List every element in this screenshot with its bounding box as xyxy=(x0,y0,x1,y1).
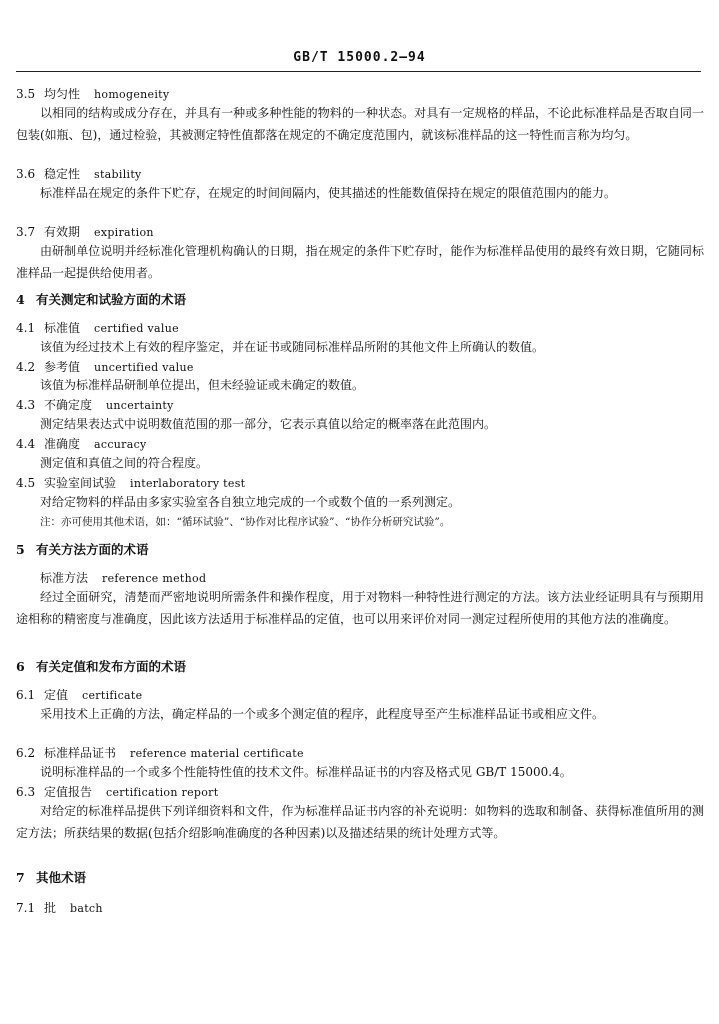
definition-3-6: 标准样品在规定的条件下贮存，在规定的时间间隔内，使其描述的性能数值保持在规定的限值范围内的能力。 xyxy=(40,186,617,200)
section-number: 4 xyxy=(16,292,25,307)
term-number: 3.5 xyxy=(16,87,36,101)
definition-6-2: 说明标准样品的一个或多个性能特性值的技术文件。标准样品证书的内容及格式见 GB/T 15000.4。 xyxy=(40,765,572,779)
term-number: 6.2 xyxy=(16,746,36,760)
term-zh: 准确度 xyxy=(44,437,81,451)
term-number: 3.7 xyxy=(16,225,36,239)
term-zh: 有效期 xyxy=(44,225,81,239)
section-4-heading xyxy=(16,292,704,308)
term-zh: 稳定性 xyxy=(44,167,81,181)
term-number: 7.1 xyxy=(16,901,36,915)
term-en: batch xyxy=(70,902,103,915)
term-en: uncertified value xyxy=(94,361,194,374)
term-zh: 标准值 xyxy=(44,321,81,335)
term-en: certified value xyxy=(94,322,179,335)
definition-4-2: 该值为标准样品研制单位提出，但未经验证或未确定的数值。 xyxy=(40,378,365,392)
term-en: uncertainty xyxy=(106,399,174,412)
section-6-heading xyxy=(16,659,704,675)
note-4-5: 注：亦可使用其他术语，如：“循环试验”、“协作对比程序试验”、“协作分析研究试验”。 xyxy=(40,516,451,528)
term-number: 4.4 xyxy=(16,437,36,451)
definition-4-5: 对给定物料的样品由多家实验室各自独立地完成的一个或数个值的一系列测定。 xyxy=(40,495,461,509)
section-7-heading xyxy=(16,870,704,886)
term-zh: 实验室间试验 xyxy=(44,476,117,490)
header-rule xyxy=(16,71,701,72)
term-number: 4.2 xyxy=(16,360,36,374)
term-6-2 xyxy=(16,745,704,762)
term-en: reference material certificate xyxy=(130,747,304,760)
term-zh: 均匀性 xyxy=(44,87,81,101)
section-title: 有关定值和发布方面的术语 xyxy=(36,659,187,674)
term-3-7 xyxy=(16,224,704,241)
definition-3-7: 由研制单位说明并经标准化管理机构确认的日期，指在规定的条件下贮存时，能作为标准样品使用的最终有效日期，它随同标准样品一起提供给使用者。 xyxy=(16,244,704,280)
term-3-6 xyxy=(16,166,704,183)
term-7-1 xyxy=(16,900,704,917)
term-zh: 批 xyxy=(44,901,57,915)
term-en: reference method xyxy=(102,572,207,585)
term-zh: 定值 xyxy=(44,688,69,702)
term-6-3 xyxy=(16,784,704,801)
term-zh: 标准样品证书 xyxy=(44,746,117,760)
term-zh: 参考值 xyxy=(44,360,81,374)
definition-3-5: 以相同的结构或成分存在，并具有一种或多种性能的物料的一种状态。对具有一定规格的样品，不论此标准样品是否取自同一包装(如瓶、包)，通过检验，其被测定特性值都落在规定的不确定度范围内，就该标准样品的这一特性而言称为均匀。 xyxy=(16,106,704,142)
term-zh: 不确定度 xyxy=(44,398,93,412)
term-number: 4.5 xyxy=(16,476,36,490)
section-title: 有关方法方面的术语 xyxy=(36,542,149,557)
definition-6-3: 对给定的标准样品提供下列详细资料和文件，作为标准样品证书内容的补充说明：如物料的选取和制备、获得标准值所用的测定方法；所获结果的数据(包括介绍影响准确度的各种因素)以及描述结果的统计处理方式等。 xyxy=(16,804,704,840)
definition-4-4: 测定值和真值之间的符合程度。 xyxy=(40,456,209,470)
section-title: 其他术语 xyxy=(36,870,87,885)
term-number: 3.6 xyxy=(16,167,36,181)
term-number: 6.1 xyxy=(16,688,36,702)
term-en: stability xyxy=(94,168,142,181)
section-5-heading xyxy=(16,542,704,558)
term-3-5 xyxy=(16,86,704,103)
term-number: 6.3 xyxy=(16,785,36,799)
term-en: accuracy xyxy=(94,438,147,451)
definition-4-1: 该值为经过技术上有效的程序鉴定，并在证书或随同标准样品所附的其他文件上所确认的数值。 xyxy=(40,340,545,354)
term-4-1 xyxy=(16,320,704,337)
standard-code-header: GB/T 15000.2—94 xyxy=(293,50,426,65)
term-zh: 标准方法 xyxy=(40,571,89,585)
term-en: certification report xyxy=(106,786,219,799)
term-4-3 xyxy=(16,397,704,414)
term-number: 4.3 xyxy=(16,398,36,412)
term-4-4 xyxy=(16,436,704,453)
section-number: 5 xyxy=(16,542,25,557)
section-number: 7 xyxy=(16,870,25,885)
term-6-1 xyxy=(16,687,704,704)
term-en: interlaboratory test xyxy=(130,477,246,490)
term-en: homogeneity xyxy=(94,88,170,101)
section-title: 有关测定和试验方面的术语 xyxy=(36,292,187,307)
term-4-5 xyxy=(16,475,704,492)
term-en: certificate xyxy=(82,689,143,702)
term-5 xyxy=(16,570,704,587)
section-number: 6 xyxy=(16,659,25,674)
definition-4-3: 测定结果表达式中说明数值范围的那一部分，它表示真值以给定的概率落在此范围内。 xyxy=(40,417,497,431)
term-zh: 定值报告 xyxy=(44,785,93,799)
term-en: expiration xyxy=(94,226,154,239)
definition-5: 经过全面研究，清楚而严密地说明所需条件和操作程度，用于对物料一种特性进行测定的方法。该方法业经证明具有与预期用途相称的精密度与准确度，因此该方法适用于标准样品的定值，也可以用来评价对同一测定过程所使用的其他方法的准确度。 xyxy=(16,590,704,626)
definition-6-1: 采用技术上正确的方法，确定样品的一个或多个测定值的程序，此程度导至产生标准样品证书或相应文件。 xyxy=(40,707,605,721)
term-number: 4.1 xyxy=(16,321,36,335)
